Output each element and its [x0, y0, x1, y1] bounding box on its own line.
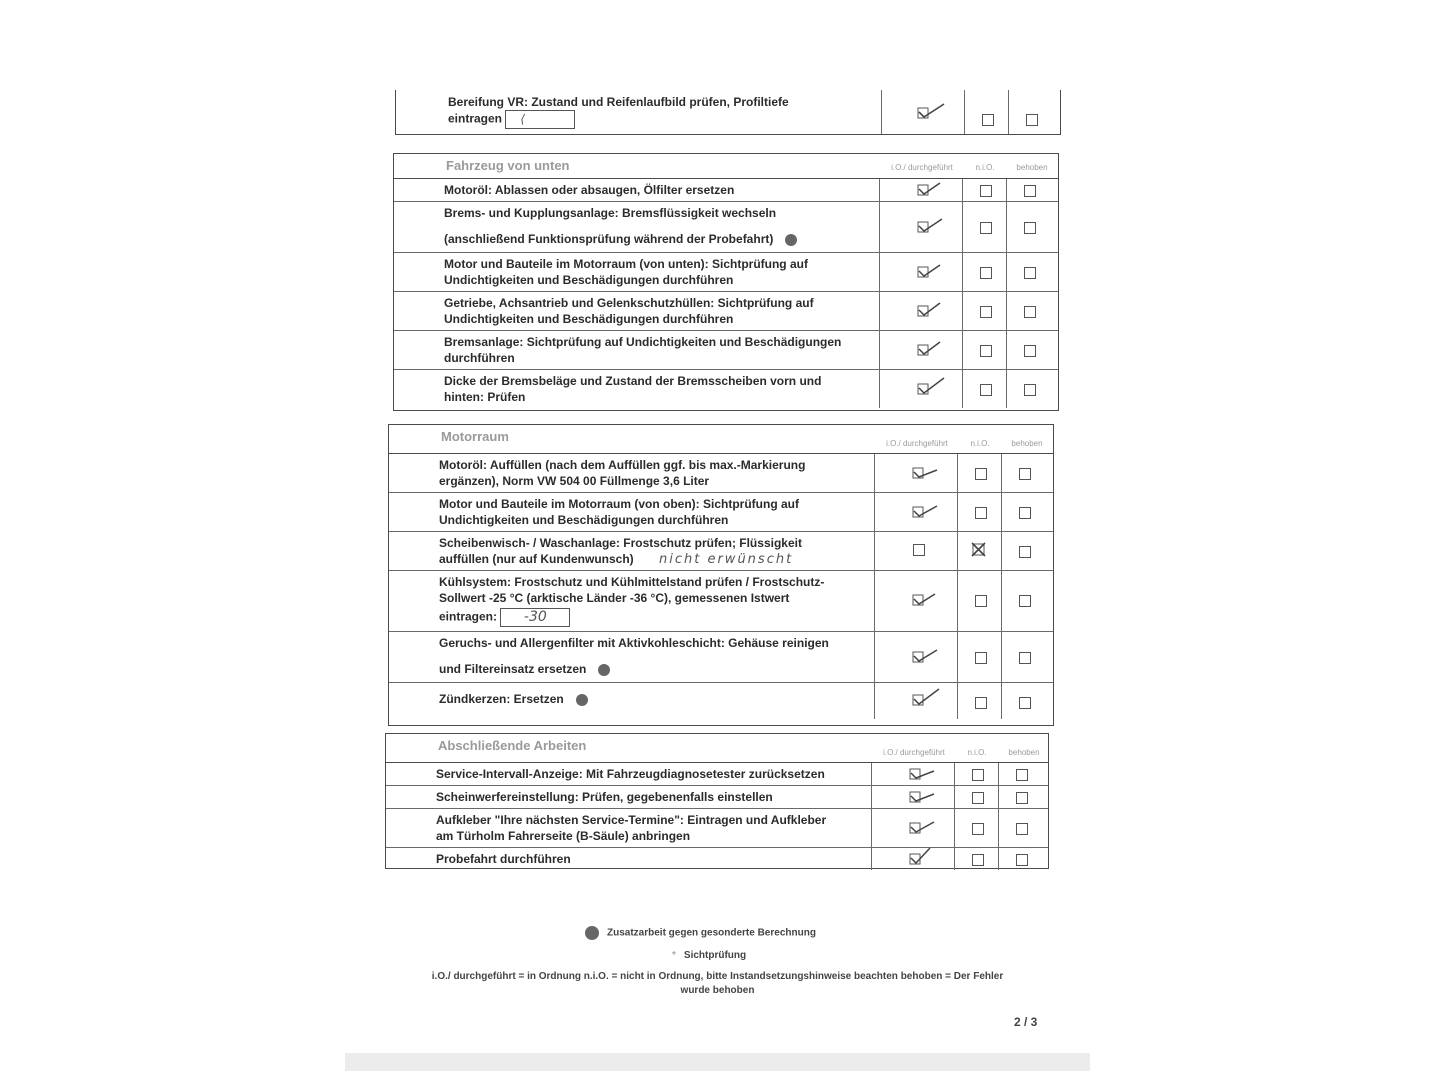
check-mark-icon[interactable]	[914, 300, 946, 322]
table-row: Aufkleber "Ihre nächsten Service-Termine": Eintragen und Aufkleber am Türholm Fahrerseite (B-Säule) anbringen	[386, 809, 1048, 848]
nio-checkbox[interactable]	[980, 267, 992, 279]
scan-edge-shadow	[345, 1053, 1090, 1071]
table-row: Motor und Bauteile im Motorraum (von oben): Sichtprüfung auf Undichtigkeiten und Beschädigungen durchführen	[389, 493, 1053, 532]
behoben-checkbox[interactable]	[1016, 769, 1028, 781]
col-header-io: i.O./ durchgeführt	[886, 439, 948, 448]
behoben-checkbox[interactable]	[1019, 595, 1031, 607]
nio-checkbox[interactable]	[972, 792, 984, 804]
behoben-checkbox[interactable]	[1019, 697, 1031, 709]
section-title: Abschließende Arbeiten	[438, 738, 587, 753]
behoben-checkbox[interactable]	[1026, 114, 1038, 126]
handwritten-note: nicht erwünscht	[659, 552, 794, 567]
table-row: Motor und Bauteile im Motorraum (von unten): Sichtprüfung auf Undichtigkeiten und Beschädigungen durchführen	[394, 253, 1058, 292]
check-mark-icon[interactable]	[914, 261, 946, 283]
section-header	[394, 154, 1058, 179]
table-row: Getriebe, Achsantrieb und Gelenkschutzhüllen: Sichtprüfung auf Undichtigkeiten und Beschädigungen durchführen	[394, 292, 1058, 331]
check-mark-icon[interactable]	[906, 763, 938, 785]
extra-work-dot-icon	[576, 694, 588, 706]
table-row: Scheibenwisch- / Waschanlage: Frostschutz prüfen; Flüssigkeit auffüllen (nur auf Kundenwunsch) nicht erwünscht	[389, 532, 1053, 571]
table-row: Probefahrt durchführen	[386, 848, 1048, 870]
section-fahrzeug-von-unten	[393, 153, 1059, 411]
section-title: Motorraum	[441, 429, 509, 444]
nio-checkbox[interactable]	[975, 595, 987, 607]
table-row: Motoröl: Ablassen oder absaugen, Ölfilter ersetzen	[394, 179, 1058, 202]
check-mark-icon[interactable]	[914, 179, 946, 201]
col-header-nio: n.i.O.	[970, 439, 990, 448]
table-row: Dicke der Bremsbeläge und Zustand der Bremsscheiben vorn und hinten: Prüfen	[394, 370, 1058, 408]
check-mark-icon[interactable]	[906, 786, 938, 808]
section-bereifung	[395, 90, 1061, 135]
nio-checkbox[interactable]	[972, 854, 984, 866]
check-mark-icon[interactable]	[906, 846, 938, 868]
section-motorraum	[388, 424, 1054, 726]
extra-work-dot-icon	[585, 926, 599, 940]
nio-checkbox[interactable]	[975, 507, 987, 519]
behoben-checkbox[interactable]	[1024, 384, 1036, 396]
legend-extra-work: Zusatzarbeit gegen gesonderte Berechnung	[585, 926, 816, 940]
table-row: Bremsanlage: Sichtprüfung auf Undichtigkeiten und Beschädigungen durchführen	[394, 331, 1058, 370]
nio-checkbox[interactable]	[975, 652, 987, 664]
check-mark-icon[interactable]	[909, 501, 941, 523]
col-header-nio: n.i.O.	[967, 748, 987, 757]
nio-checkbox[interactable]	[980, 384, 992, 396]
extra-work-dot-icon	[598, 664, 610, 676]
behoben-checkbox[interactable]	[1024, 222, 1036, 234]
col-header-io: i.O./ durchgeführt	[883, 748, 945, 757]
col-header-behoben: behoben	[1011, 439, 1043, 448]
table-row: Scheinwerfereinstellung: Prüfen, gegebenenfalls einstellen	[386, 786, 1048, 809]
nio-checkbox[interactable]	[980, 306, 992, 318]
behoben-checkbox[interactable]	[1016, 823, 1028, 835]
col-header-behoben: behoben	[1016, 163, 1048, 172]
check-mark-icon[interactable]	[909, 687, 941, 709]
check-mark-icon[interactable]	[909, 646, 941, 668]
behoben-checkbox[interactable]	[1024, 185, 1036, 197]
behoben-checkbox[interactable]	[1019, 468, 1031, 480]
section-abschliessende-arbeiten	[385, 733, 1049, 869]
visual-check-icon: *	[672, 950, 676, 961]
nio-checkbox[interactable]	[980, 185, 992, 197]
cross-mark-icon[interactable]	[969, 540, 1001, 562]
nio-checkbox[interactable]	[980, 222, 992, 234]
table-row: Motoröl: Auffüllen (nach dem Auffüllen ggf. bis max.-Markierung ergänzen), Norm VW 504 00 Füllmenge 3,6 Liter	[389, 454, 1053, 493]
behoben-checkbox[interactable]	[1019, 507, 1031, 519]
behoben-checkbox[interactable]	[1016, 792, 1028, 804]
check-mark-icon[interactable]	[909, 462, 941, 484]
nio-checkbox[interactable]	[975, 697, 987, 709]
coolant-value-field[interactable]: -30	[500, 608, 570, 627]
table-row: Brems- und Kupplungsanlage: Bremsflüssigkeit wechseln (anschließend Funktionsprüfung während der Probefahrt)	[394, 202, 1058, 253]
nio-checkbox[interactable]	[982, 114, 994, 126]
behoben-checkbox[interactable]	[1024, 306, 1036, 318]
io-checkbox[interactable]	[913, 544, 925, 556]
table-row: Zündkerzen: Ersetzen	[389, 683, 1053, 719]
legend-visual-check: * Sichtprüfung	[672, 950, 747, 961]
section-header	[389, 425, 1053, 454]
extra-work-dot-icon	[785, 234, 797, 246]
behoben-checkbox[interactable]	[1024, 345, 1036, 357]
col-header-io: i.O./ durchgeführt	[891, 163, 953, 172]
table-row: Service-Intervall-Anzeige: Mit Fahrzeugdiagnosetester zurücksetzen	[386, 763, 1048, 786]
check-mark-icon[interactable]	[914, 339, 946, 361]
behoben-checkbox[interactable]	[1024, 267, 1036, 279]
section-title: Fahrzeug von unten	[446, 158, 570, 173]
check-mark-icon[interactable]	[909, 589, 941, 611]
behoben-checkbox[interactable]	[1019, 652, 1031, 664]
check-mark-icon[interactable]	[914, 100, 946, 122]
nio-checkbox[interactable]	[975, 468, 987, 480]
section-header	[386, 734, 1048, 763]
nio-checkbox[interactable]	[972, 823, 984, 835]
nio-checkbox[interactable]	[980, 345, 992, 357]
table-row: Geruchs- und Allergenfilter mit Aktivkohleschicht: Gehäuse reinigen und Filtereinsatz ersetzen	[389, 632, 1053, 683]
check-mark-icon[interactable]	[914, 216, 946, 238]
profile-depth-field[interactable]: ⟨	[505, 110, 575, 129]
behoben-checkbox[interactable]	[1019, 546, 1031, 558]
table-row: Kühlsystem: Frostschutz und Kühlmittelstand prüfen / Frostschutz- Sollwert -25 °C (arktische Länder -36 °C), gemessenen Istwert eintragen: -30	[389, 571, 1053, 632]
behoben-checkbox[interactable]	[1016, 854, 1028, 866]
legend-explanation: i.O./ durchgeführt = in Ordnung n.i.O. = nicht in Ordnung, bitte Instandsetzungshinweise beachten behoben = Der Fehler wurde behoben	[431, 971, 1004, 996]
nio-checkbox[interactable]	[972, 769, 984, 781]
page-number: 2 / 3	[1014, 1015, 1038, 1029]
row-bereifung-text: Bereifung VR: Zustand und Reifenlaufbild prüfen, Profiltiefe eintragen ⟨	[448, 94, 878, 129]
col-header-nio: n.i.O.	[975, 163, 995, 172]
check-mark-icon[interactable]	[914, 376, 946, 398]
check-mark-icon[interactable]	[906, 817, 938, 839]
col-header-behoben: behoben	[1008, 748, 1040, 757]
